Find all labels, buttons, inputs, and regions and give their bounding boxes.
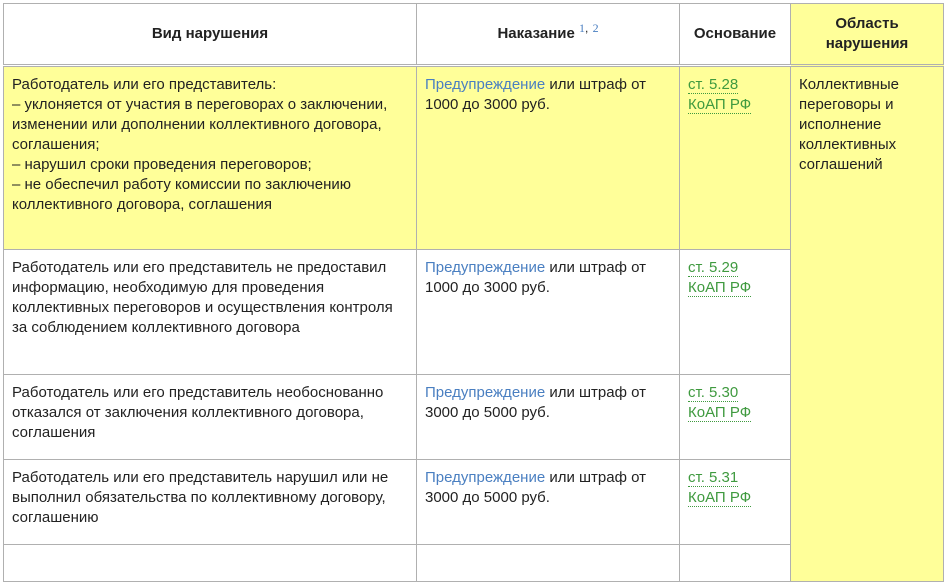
fine-text: или штраф от 1000 до 3000 руб. — [425, 259, 646, 296]
violation-line: Работодатель или его представитель: — [12, 76, 277, 93]
warning-link[interactable]: Предупреждение — [425, 259, 546, 276]
violation-line: – уклоняется от участия в переговорах о заключении, изменении или дополнении коллективного договора, соглашения; — [12, 96, 388, 153]
basis-cell — [680, 66, 791, 250]
koap-link[interactable]: КоАП РФ — [688, 404, 752, 421]
violation-cell — [4, 250, 417, 375]
header-violation: Вид нарушения — [4, 4, 417, 66]
violation-line: Работодатель или его представитель нарушил или не выполнил обязательства по коллективному договору, соглашению — [12, 469, 389, 526]
violation-line: – нарушил сроки проведения переговоров; — [12, 156, 312, 173]
violation-cell — [4, 460, 417, 545]
punishment-cell — [417, 250, 680, 375]
koap-link[interactable]: КоАП РФ — [688, 279, 752, 296]
punishment-cell — [417, 460, 680, 545]
article-link[interactable]: ст. 5.29 — [688, 259, 739, 276]
header-row — [4, 4, 944, 66]
fine-text: или штраф от 1000 до 3000 руб. — [425, 76, 646, 113]
footnote-link-1[interactable]: 1 — [579, 21, 586, 35]
empty-cell — [417, 545, 680, 582]
area-cell: Коллективные переговоры и исполнение коллективных соглашений — [791, 66, 944, 582]
violation-line: – не обеспечил работу комиссии по заключению коллективного договора, соглашения — [12, 176, 352, 213]
article-link[interactable]: ст. 5.31 — [688, 469, 739, 486]
basis-cell — [680, 460, 791, 545]
header-basis: Основание — [680, 4, 791, 66]
article-link[interactable]: ст. 5.30 — [688, 384, 739, 401]
violation-line: Работодатель или его представитель необоснованно отказался от заключения коллективного договора, соглашения — [12, 384, 384, 441]
fine-text: или штраф от 3000 до 5000 руб. — [425, 384, 646, 421]
basis-cell — [680, 250, 791, 375]
koap-link[interactable]: КоАП РФ — [688, 96, 752, 113]
violation-cell — [4, 66, 417, 250]
violation-cell — [4, 375, 417, 460]
punishment-cell — [417, 375, 680, 460]
empty-cell — [4, 545, 417, 582]
footnote-separator: , — [585, 21, 589, 35]
warning-link[interactable]: Предупреждение — [425, 384, 546, 401]
table-row — [4, 66, 944, 250]
footnote-link-2[interactable]: 2 — [592, 21, 599, 35]
warning-link[interactable]: Предупреждение — [425, 76, 546, 93]
header-punishment — [417, 4, 680, 66]
violations-table — [3, 3, 944, 582]
header-punishment-label: Наказание — [497, 25, 575, 42]
punishment-cell — [417, 66, 680, 250]
header-area: Область нарушения — [791, 4, 944, 66]
violation-line: Работодатель или его представитель не предоставил информацию, необходимую для проведения коллективных переговоров и осуществления контроля за соблюдением коллективного договора — [12, 259, 393, 336]
basis-cell — [680, 375, 791, 460]
koap-link[interactable]: КоАП РФ — [688, 489, 752, 506]
warning-link[interactable]: Предупреждение — [425, 469, 546, 486]
article-link[interactable]: ст. 5.28 — [688, 76, 739, 93]
fine-text: или штраф от 3000 до 5000 руб. — [425, 469, 646, 506]
empty-cell — [680, 545, 791, 582]
